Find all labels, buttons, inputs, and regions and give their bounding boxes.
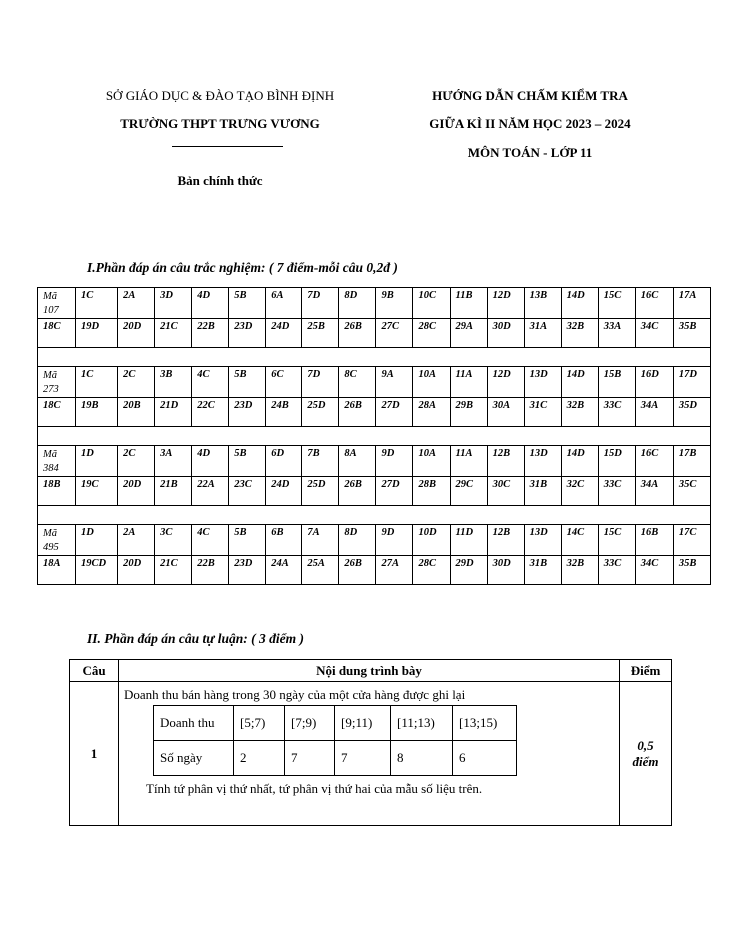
- answer-cell: 28C: [413, 556, 450, 585]
- exam-code-label: Mã 273: [38, 367, 76, 398]
- answer-cell: 4D: [192, 288, 229, 319]
- answer-cell: 20B: [118, 398, 155, 427]
- spacer-cell: [38, 427, 711, 446]
- answer-cell: 7A: [302, 525, 339, 556]
- answer-cell: 18B: [38, 477, 76, 506]
- answer-cell: 23D: [229, 319, 266, 348]
- answer-cell: 35D: [673, 398, 710, 427]
- spacer-row: [38, 348, 711, 367]
- answer-cell: 25D: [302, 398, 339, 427]
- answer-cell: 32B: [561, 319, 598, 348]
- answer-cell: 30D: [487, 319, 524, 348]
- answer-cell: 25A: [302, 556, 339, 585]
- answer-cell: 3A: [155, 446, 192, 477]
- answer-cell: 9B: [376, 288, 413, 319]
- answer-cell: 31B: [524, 556, 561, 585]
- spacer-row: [38, 506, 711, 525]
- answer-cell: 2C: [118, 446, 155, 477]
- exam-code-label: Mã 107: [38, 288, 76, 319]
- answer-cell: 14D: [561, 446, 598, 477]
- answer-cell: 1C: [76, 288, 118, 319]
- answer-cell: 1D: [76, 525, 118, 556]
- answer-cell: 25D: [302, 477, 339, 506]
- answer-cell: 24D: [266, 319, 302, 348]
- answer-cell: 19B: [76, 398, 118, 427]
- answer-cell: 33C: [598, 556, 635, 585]
- points-value: 0,5: [637, 737, 654, 753]
- answer-cell: 15C: [598, 288, 635, 319]
- answer-cell: 24B: [266, 398, 302, 427]
- answer-cell: 8C: [339, 367, 376, 398]
- answer-cell: 16C: [635, 446, 673, 477]
- answer-cell: 21D: [155, 398, 192, 427]
- answer-cell: 23C: [229, 477, 266, 506]
- answer-row: [38, 446, 711, 477]
- answer-cell: 33C: [598, 398, 635, 427]
- answer-cell: 4C: [192, 525, 229, 556]
- answer-cell: 34A: [635, 477, 673, 506]
- exam-term: GIỮA KÌ II NĂM HỌC 2023 – 2024: [429, 116, 631, 131]
- doc-title: HƯỚNG DẪN CHẤM KIỂM TRA: [432, 88, 628, 103]
- official-version-label: Bản chính thức: [177, 173, 263, 188]
- answer-cell: 31A: [524, 319, 561, 348]
- answer-cell: 13D: [524, 525, 561, 556]
- header-divider: [172, 146, 283, 147]
- answer-cell: 35B: [673, 556, 710, 585]
- answer-cell: 19D: [76, 319, 118, 348]
- answer-cell: 27D: [376, 398, 413, 427]
- answer-cell: 9A: [376, 367, 413, 398]
- answer-row: [38, 398, 711, 427]
- answer-cell: 27D: [376, 477, 413, 506]
- exam-code-label: Mã 495: [38, 525, 76, 556]
- col-header-points: Điểm: [620, 660, 672, 682]
- answer-cell: 23D: [229, 398, 266, 427]
- answer-cell: 3B: [155, 367, 192, 398]
- answer-cell: 20D: [118, 556, 155, 585]
- answer-cell: 21C: [155, 319, 192, 348]
- days-row-label: Số ngày: [154, 741, 234, 776]
- answer-cell: 12D: [487, 288, 524, 319]
- answer-cell: 15D: [598, 446, 635, 477]
- answer-cell: 24A: [266, 556, 302, 585]
- answer-cell: 25B: [302, 319, 339, 348]
- answer-cell: 10D: [413, 525, 450, 556]
- question-intro: Doanh thu bán hàng trong 30 ngày của một cửa hàng được ghi lại: [124, 687, 466, 702]
- answer-cell: 12B: [487, 525, 524, 556]
- answer-cell: 5B: [229, 525, 266, 556]
- answer-cell: 13D: [524, 446, 561, 477]
- answer-cell: 34C: [635, 319, 673, 348]
- answer-cell: 17A: [673, 288, 710, 319]
- count-cell: 7: [285, 741, 335, 776]
- interval-cell: [7;9): [285, 706, 335, 741]
- answer-cell: 26B: [339, 319, 376, 348]
- answer-cell: 17C: [673, 525, 710, 556]
- answer-cell: 11A: [450, 367, 487, 398]
- answer-cell: 30C: [487, 477, 524, 506]
- interval-cell: [11;13): [391, 706, 453, 741]
- question-task: Tính tứ phân vị thứ nhất, tứ phân vị thứ hai của mẫu số liệu trên.: [146, 781, 483, 796]
- answer-cell: 26B: [339, 477, 376, 506]
- section-2-title: II. Phần đáp án câu tự luận: ( 3 điểm ): [87, 631, 304, 646]
- answer-cell: 4D: [192, 446, 229, 477]
- answer-cell: 23D: [229, 556, 266, 585]
- answer-cell: 24D: [266, 477, 302, 506]
- answer-row: [38, 525, 711, 556]
- answer-cell: 13D: [524, 367, 561, 398]
- answer-cell: 26B: [339, 556, 376, 585]
- interval-cell: [9;11): [335, 706, 391, 741]
- answer-cell: 14D: [561, 288, 598, 319]
- answer-cell: 8D: [339, 525, 376, 556]
- answer-cell: 9D: [376, 446, 413, 477]
- answer-cell: 6B: [266, 525, 302, 556]
- answer-cell: 19CD: [76, 556, 118, 585]
- answer-cell: 34A: [635, 398, 673, 427]
- answer-cell: 31B: [524, 477, 561, 506]
- department-name: SỞ GIÁO DỤC & ĐÀO TẠO BÌNH ĐỊNH: [105, 88, 335, 103]
- answer-row: [38, 288, 711, 319]
- exam-code-label: Mã 384: [38, 446, 76, 477]
- school-name: TRƯỜNG THPT TRƯNG VƯƠNG: [120, 116, 320, 131]
- answer-cell: 31C: [524, 398, 561, 427]
- answer-cell: 32B: [561, 398, 598, 427]
- answer-cell: 27A: [376, 556, 413, 585]
- answer-cell: 6C: [266, 367, 302, 398]
- answer-cell: 20D: [118, 319, 155, 348]
- answer-cell: 9D: [376, 525, 413, 556]
- answer-key-table: [37, 287, 711, 585]
- subject-grade: MÔN TOÁN - LỚP 11: [467, 145, 593, 160]
- answer-cell: 4C: [192, 367, 229, 398]
- answer-cell: 29D: [450, 556, 487, 585]
- section-1-title: I.Phần đáp án câu trắc nghiệm: ( 7 điểm-mỗi câu 0,2đ ): [87, 260, 398, 275]
- essay-table: [69, 659, 672, 826]
- answer-cell: 7D: [302, 288, 339, 319]
- answer-cell: 29C: [450, 477, 487, 506]
- points-cell: [620, 682, 672, 826]
- col-header-content: Nội dung trình bày: [119, 660, 620, 682]
- answer-cell: 6A: [266, 288, 302, 319]
- answer-cell: 16C: [635, 288, 673, 319]
- answer-cell: 20D: [118, 477, 155, 506]
- answer-cell: 11D: [450, 525, 487, 556]
- answer-cell: 1D: [76, 446, 118, 477]
- answer-cell: 15B: [598, 367, 635, 398]
- answer-cell: 33C: [598, 477, 635, 506]
- spacer-cell: [38, 348, 711, 367]
- answer-cell: 22A: [192, 477, 229, 506]
- answer-cell: 18A: [38, 556, 76, 585]
- answer-cell: 14D: [561, 367, 598, 398]
- answer-cell: 11B: [450, 288, 487, 319]
- answer-cell: 29B: [450, 398, 487, 427]
- answer-cell: 10A: [413, 446, 450, 477]
- answer-cell: 10A: [413, 367, 450, 398]
- answer-cell: 30D: [487, 556, 524, 585]
- answer-cell: 21B: [155, 477, 192, 506]
- answer-cell: 35B: [673, 319, 710, 348]
- answer-cell: 7D: [302, 367, 339, 398]
- answer-cell: 28B: [413, 477, 450, 506]
- answer-cell: 14C: [561, 525, 598, 556]
- answer-cell: 22C: [192, 398, 229, 427]
- count-cell: 2: [234, 741, 285, 776]
- answer-cell: 12B: [487, 446, 524, 477]
- revenue-data-table: [153, 705, 517, 776]
- points-unit: điểm: [632, 753, 659, 769]
- col-header-question: Câu: [70, 660, 119, 682]
- answer-cell: 2A: [118, 288, 155, 319]
- answer-cell: 7B: [302, 446, 339, 477]
- answer-cell: 27C: [376, 319, 413, 348]
- answer-cell: 5B: [229, 367, 266, 398]
- answer-cell: 18C: [38, 398, 76, 427]
- answer-cell: 19C: [76, 477, 118, 506]
- count-cell: 6: [453, 741, 517, 776]
- answer-cell: 21C: [155, 556, 192, 585]
- answer-cell: 11A: [450, 446, 487, 477]
- answer-cell: 28A: [413, 398, 450, 427]
- answer-cell: 22B: [192, 556, 229, 585]
- answer-row: [38, 319, 711, 348]
- spacer-row: [38, 427, 711, 446]
- answer-cell: 12D: [487, 367, 524, 398]
- interval-cell: [13;15): [453, 706, 517, 741]
- answer-cell: 26B: [339, 398, 376, 427]
- count-cell: 8: [391, 741, 453, 776]
- count-cell: 7: [335, 741, 391, 776]
- answer-cell: 16B: [635, 525, 673, 556]
- answer-row: [38, 477, 711, 506]
- revenue-row-label: Doanh thu: [154, 706, 234, 741]
- answer-cell: 34C: [635, 556, 673, 585]
- answer-cell: 18C: [38, 319, 76, 348]
- answer-cell: 32B: [561, 556, 598, 585]
- answer-cell: 2A: [118, 525, 155, 556]
- answer-cell: 30A: [487, 398, 524, 427]
- answer-cell: 1C: [76, 367, 118, 398]
- answer-cell: 15C: [598, 525, 635, 556]
- answer-cell: 35C: [673, 477, 710, 506]
- spacer-cell: [38, 506, 711, 525]
- answer-row: [38, 367, 711, 398]
- answer-cell: 8A: [339, 446, 376, 477]
- question-number: 1: [70, 682, 119, 826]
- answer-cell: 17D: [673, 367, 710, 398]
- answer-cell: 5B: [229, 446, 266, 477]
- answer-cell: 3C: [155, 525, 192, 556]
- answer-cell: 5B: [229, 288, 266, 319]
- answer-row: [38, 556, 711, 585]
- answer-cell: 8D: [339, 288, 376, 319]
- answer-cell: 17B: [673, 446, 710, 477]
- question-content: [119, 682, 620, 826]
- answer-cell: 3D: [155, 288, 192, 319]
- answer-cell: 33A: [598, 319, 635, 348]
- answer-cell: 6D: [266, 446, 302, 477]
- answer-cell: 32C: [561, 477, 598, 506]
- answer-cell: 16D: [635, 367, 673, 398]
- answer-cell: 22B: [192, 319, 229, 348]
- answer-cell: 28C: [413, 319, 450, 348]
- answer-cell: 10C: [413, 288, 450, 319]
- answer-cell: 13B: [524, 288, 561, 319]
- answer-cell: 29A: [450, 319, 487, 348]
- interval-cell: [5;7): [234, 706, 285, 741]
- answer-cell: 2C: [118, 367, 155, 398]
